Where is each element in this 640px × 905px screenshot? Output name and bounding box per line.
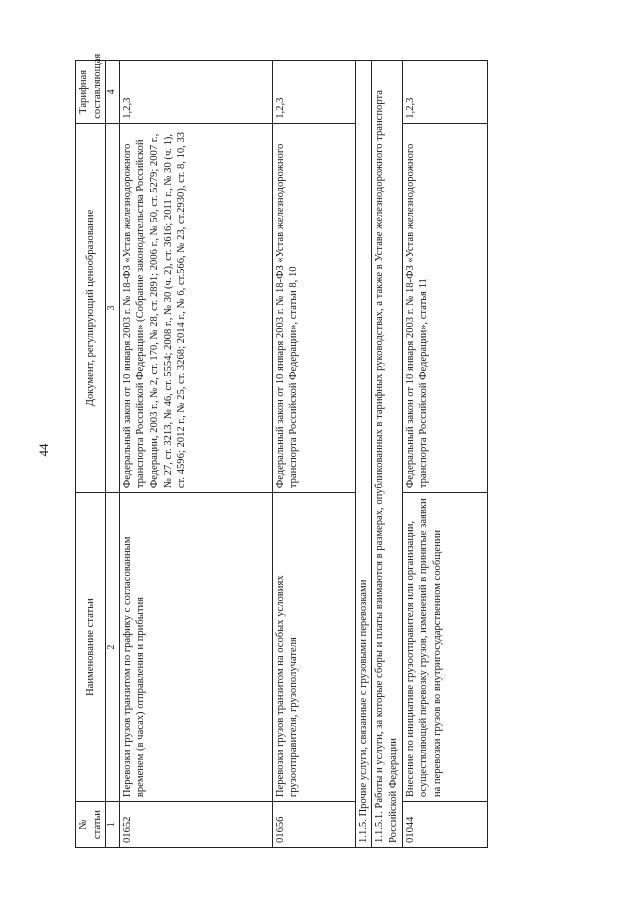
subsection-heading: 1.1.5.1. Работы и услуги, за которые сборы и платы взимаются в размерах, опубликованных в тарифных руководствах, а также в Уставе железнодорожного транспорта Российской Федерации: [372, 61, 402, 848]
article-name: Внесение по инициативе грузоотправителя или организации, осуществляющей перевозку грузов, изменений в принятые заявки на перевозки грузов во внутригосударственном сообщении: [402, 493, 487, 802]
tariff-component: 1,2,3: [402, 61, 487, 124]
tariff-component: 1,2,3: [119, 61, 272, 124]
article-number: 01652: [119, 802, 272, 848]
column-number: 2: [106, 493, 120, 802]
article-number: 01044: [402, 802, 487, 848]
table-header-row: [76, 61, 106, 848]
tariff-table: [75, 53, 488, 848]
tariff-component: 1,2,3: [272, 61, 355, 124]
column-number: 4: [106, 61, 120, 124]
column-number: 1: [106, 802, 120, 848]
header-article-name: Наименование статьи: [76, 493, 106, 802]
header-article-number: № статьи: [76, 802, 106, 848]
subsection-heading-row: [372, 61, 402, 848]
header-regulating-document: Документ, регулирующий ценообразование: [76, 123, 106, 492]
column-number-row: [106, 61, 120, 848]
regulating-document: Федеральный закон от 10 января 2003 г. № 18-ФЗ «Устав железнодорожного транспорта Российской Федерации» (Собрание законодательства Российской Федерации, 2003 г., № 2, ст. 170, № 28, ст. 2891; 2006 г., № 50, ст. 5279; 2007 г., № 27, ст. 3213, № 46, ст. 5554; 2008 г., № 30 (ч. 2), ст. 3616; 2011 г., № 30 (ч. 1), ст. 4596; 2012 г., № 25, ст. 3268; 2014 г., № 6, ст.566, № 23, ст.2930), ст. 8, 10, 33: [119, 123, 272, 492]
regulating-document: Федеральный закон от 10 января 2003 г. № 18-ФЗ «Устав железнодорожного транспорта Российской Федерации», статья 11: [402, 123, 487, 492]
table-row: [402, 61, 487, 848]
article-number: 01656: [272, 802, 355, 848]
section-heading: 1.1.5. Прочие услуги, связанные с грузовыми перевозками: [355, 61, 372, 848]
page-number: 44: [36, 443, 51, 457]
rotated-table-container: [75, 53, 565, 848]
table-row: [119, 61, 272, 848]
regulating-document: Федеральный закон от 10 января 2003 г. № 18-ФЗ «Устав железнодорожного транспорта Российской Федерации», статьи 8, 10: [272, 123, 355, 492]
header-tariff-component: Тарифная составляющая: [76, 61, 106, 124]
column-number: 3: [106, 123, 120, 492]
table-row: [272, 61, 355, 848]
article-name: Перевозки грузов транзитом на особых условиях грузоотправителя, грузополучателя: [272, 493, 355, 802]
article-name: Перевозки грузов транзитом по графику с согласованным временем (в часах) отправления и прибытия: [119, 493, 272, 802]
section-heading-row: [355, 61, 372, 848]
